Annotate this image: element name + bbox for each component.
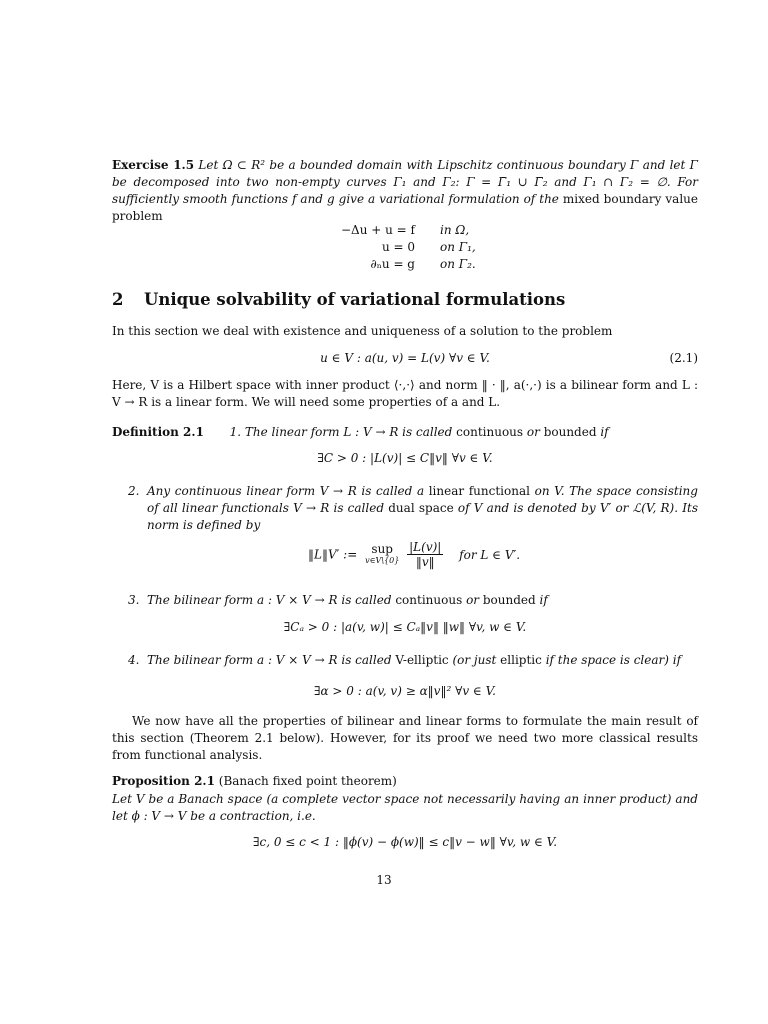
exercise-label: Exercise 1.5 xyxy=(112,158,195,172)
def-item-1-mark: 1. xyxy=(229,425,242,439)
def-item-2 xyxy=(128,483,698,534)
def-item-4-term-elliptic: elliptic xyxy=(500,653,542,667)
equation-2-1: u ∈ V : a(u, v) = L(v) ∀v ∈ V. xyxy=(320,351,490,365)
def-item-4-or-just: (or just xyxy=(452,653,497,667)
def-item-3-or: or xyxy=(466,593,480,607)
def-item-2-term-dual-space: dual space xyxy=(388,501,454,515)
def-item-1-if: if xyxy=(600,425,609,439)
system-lhs-1: −Δu + u = f xyxy=(341,223,415,237)
definition-label: Definition 2.1 xyxy=(112,425,204,439)
system-rhs-1: in Ω, xyxy=(440,223,470,237)
def-item-1-term-continuous: continuous xyxy=(456,425,524,439)
def-item-3 xyxy=(128,592,698,609)
exercise-text-tail: mixed boundary value problem xyxy=(112,192,698,223)
dual-norm-equation xyxy=(308,540,520,569)
sup-operator xyxy=(365,543,399,567)
proposition-equation: ∃c, 0 ≤ c < 1 : ‖ϕ(v) − ϕ(w)‖ ≤ c‖v − w‖ ∀v, w ∈ V. xyxy=(252,835,558,849)
main-result-paragraph: We now have all the properties of bilinear and linear forms to formulate the main result of this section (Theorem 2.1 below). However, for its proof we need two more classical results from functional analysis. xyxy=(112,714,698,762)
def-item-1-equation: ∃C > 0 : |L(v)| ≤ C‖v‖ ∀v ∈ V. xyxy=(317,451,493,465)
exercise-paragraph xyxy=(112,157,698,225)
definition-heading-line xyxy=(112,424,698,441)
fraction-denominator: ‖v‖ xyxy=(415,555,435,569)
system-rhs-3: on Γ₂. xyxy=(440,257,476,271)
hilbert-space-paragraph: Here, V is a Hilbert space with inner product ⟨·,·⟩ and norm ‖ · ‖, a(·,·) is a bilinear form and L : V → R is a linear form. We will need some properties of a and L. xyxy=(112,378,698,409)
def-item-4-equation: ∃α > 0 : a(v, v) ≥ α‖v‖² ∀v ∈ V. xyxy=(314,684,496,698)
norm-fraction xyxy=(407,540,443,569)
intro-paragraph: In this section we deal with existence and uniqueness of a solution to the problem xyxy=(112,324,613,338)
section-title: Unique solvability of variational formulations xyxy=(144,290,566,309)
exercise-text: Let Ω ⊂ R² be a bounded domain with Lipschitz continuous boundary Γ and let Γ be decomposed into two non-empty curves Γ₁ and Γ₂: Γ = Γ̄₁ ∪ Γ̄₂ and Γ₁ ∩ Γ₂ = ∅. For sufficiently smooth functions f and g give a variational formulation of the xyxy=(112,158,698,206)
def-item-1-pre: The linear form L : V → R is called xyxy=(244,425,453,439)
proposition-title: (Banach fixed point theorem) xyxy=(218,774,397,788)
section-number: 2 xyxy=(112,290,124,309)
def-item-3-term-continuous: continuous xyxy=(395,593,463,607)
def-item-3-term-bounded: bounded xyxy=(482,593,536,607)
page-number: 13 xyxy=(376,873,392,887)
def-item-2-text-c: of V and is denoted by V′ or ℒ(V, R). Its norm is defined by xyxy=(147,501,698,532)
def-item-2-mark: 2. xyxy=(128,484,140,498)
def-item-1-term-bounded: bounded xyxy=(543,425,597,439)
def-item-3-pre: The bilinear form a : V × V → R is called xyxy=(147,593,392,607)
def-item-4-pre: The bilinear form a : V × V → R is called xyxy=(147,653,392,667)
def-item-1-or: or xyxy=(526,425,540,439)
def-item-3-mark: 3. xyxy=(128,593,140,607)
equation-number-2-1: (2.1) xyxy=(669,351,698,365)
proposition-label: Proposition 2.1 xyxy=(112,774,215,788)
def-item-2-text-a: Any continuous linear form V → R is called a xyxy=(147,484,425,498)
proposition-heading xyxy=(112,773,698,790)
sup-subscript: v∈V\{0} xyxy=(365,555,400,565)
system-lhs-3: ∂ₙu = g xyxy=(370,257,415,271)
def-item-4-term-v-elliptic: V-elliptic xyxy=(395,653,449,667)
section-heading xyxy=(112,290,565,309)
proposition-text: Let V be a Banach space (a complete vector space not necessarily having an inner product) and let ϕ : V → V be a contraction, i.e. xyxy=(112,792,698,823)
sup-label: sup xyxy=(371,541,393,556)
dual-norm-rhs: for L ∈ V′. xyxy=(459,547,521,562)
system-lhs-2: u = 0 xyxy=(381,240,415,254)
def-item-3-equation: ∃Cₐ > 0 : |a(v, w)| ≤ Cₐ‖v‖ ‖w‖ ∀v, w ∈ V. xyxy=(283,620,527,634)
def-item-2-text-b: on V. The space consisting of all linear functionals V → R is called xyxy=(147,484,698,515)
def-item-3-if: if xyxy=(539,593,548,607)
def-item-2-term-linear-functional: linear functional xyxy=(428,484,530,498)
fraction-numerator: |L(v)| xyxy=(409,540,442,554)
def-item-4-if: if the space is clear) if xyxy=(545,653,682,667)
dual-norm-lhs: ‖L‖V′ := xyxy=(308,547,358,562)
def-item-4-mark: 4. xyxy=(128,653,140,667)
def-item-4 xyxy=(128,652,698,669)
system-rhs-2: on Γ₁, xyxy=(440,240,476,254)
